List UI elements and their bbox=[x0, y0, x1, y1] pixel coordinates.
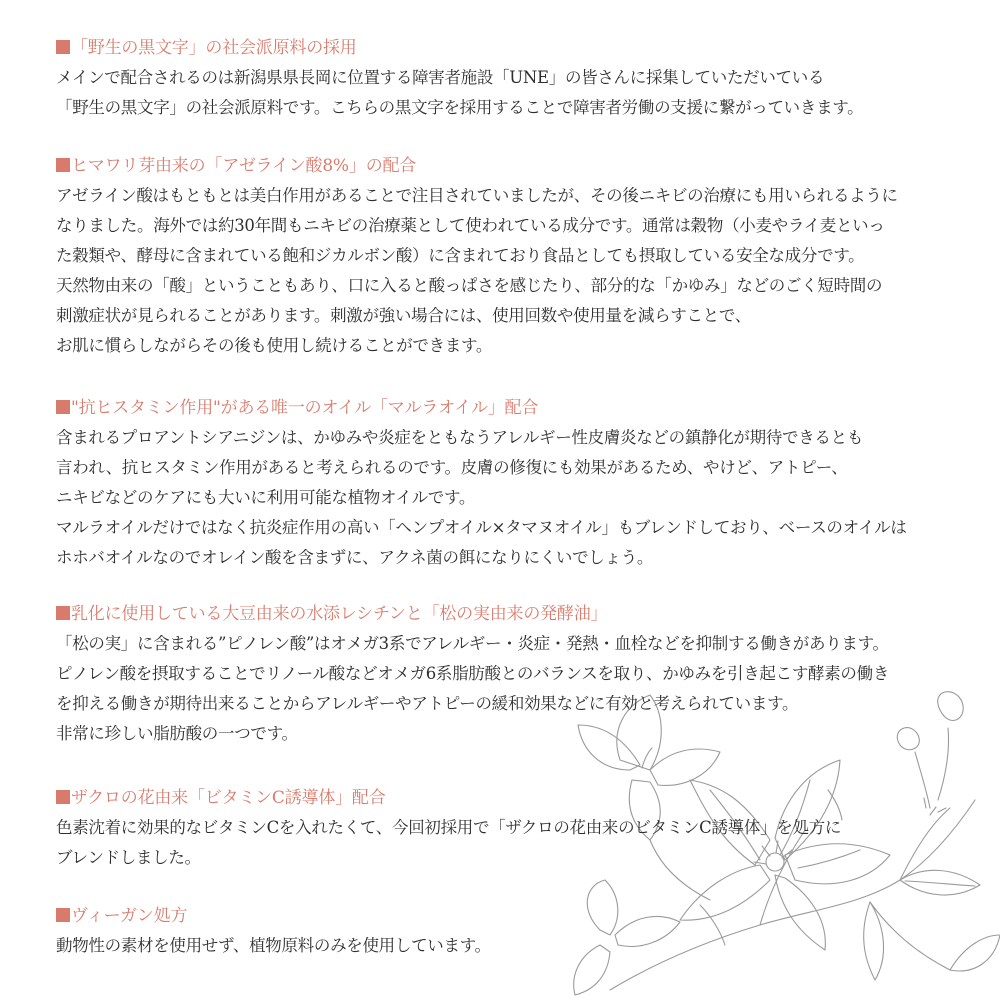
square-bullet-icon bbox=[56, 400, 70, 414]
body-line: 動物性の素材を使用せず、植物原料のみを使用しています。 bbox=[56, 936, 491, 955]
section-heading bbox=[56, 788, 956, 808]
body-line: 天然物由来の「酸」ということもあり、口に入ると酸っぱさを感じたり、部分的な「かゆみ」などのごく短時間の bbox=[56, 276, 883, 295]
heading-text: "抗ヒスタミン作用"がある唯一のオイル「マルラオイル」配合 bbox=[71, 398, 539, 418]
square-bullet-icon bbox=[56, 158, 70, 172]
body-line: お肌に慣らしながらその後も使用し続けることができます。 bbox=[56, 336, 493, 355]
body-line: なりました。海外では約30年間もニキビの治療薬として使われている成分です。通常は穀物（小麦やライ麦といっ bbox=[56, 216, 885, 235]
section-heading bbox=[56, 156, 956, 176]
section-kuromoji bbox=[56, 38, 956, 123]
section-body bbox=[56, 181, 956, 361]
body-line: 色素沈着に効果的なビタミンCを入れたくて、今回初採用で「ザクロの花由来のビタミンC誘導体」を処方に bbox=[56, 818, 842, 837]
heading-text: 乳化に使用している大豆由来の水添レシチンと「松の実由来の発酵油」 bbox=[71, 604, 608, 624]
section-vegan bbox=[56, 906, 956, 961]
section-vitamin-c bbox=[56, 788, 956, 873]
heading-text: 「野生の黒文字」の社会派原料の採用 bbox=[71, 38, 357, 58]
heading-text: ヴィーガン処方 bbox=[71, 906, 188, 926]
body-line: 刺激症状が見られることがあります。刺激が強い場合には、使用回数や使用量を減らすことで、 bbox=[56, 306, 751, 325]
section-heading bbox=[56, 38, 956, 58]
section-body bbox=[56, 423, 956, 573]
body-line: ブレンドしました。 bbox=[56, 848, 201, 867]
body-line: ホホバオイルなのでオレイン酸を含まずに、アクネ菌の餌になりにくいでしょう。 bbox=[56, 548, 654, 567]
body-line: アゼライン酸はもともとは美白作用があることで注目されていましたが、その後ニキビの治療にも用いられるように bbox=[56, 186, 898, 205]
heading-text: ヒマワリ芽由来の「アゼライン酸8%」の配合 bbox=[71, 156, 417, 176]
body-line: ニキビなどのケアにも大いに利用可能な植物オイルです。 bbox=[56, 488, 476, 507]
body-line: を抑える働きが期待出来ることからアレルギーやアトピーの緩和効果などに有効と考えられています。 bbox=[56, 694, 799, 713]
body-line: メインで配合されるのは新潟県県長岡に位置する障害者施設「UNE」の皆さんに採集していただいている bbox=[56, 68, 825, 87]
section-heading bbox=[56, 906, 956, 926]
section-body bbox=[56, 629, 956, 749]
square-bullet-icon bbox=[56, 790, 70, 804]
square-bullet-icon bbox=[56, 908, 70, 922]
body-line: 「松の実」に含まれる”ピノレン酸”はオメガ3系でアレルギー・炎症・発熱・血栓などを抑制する働きがあります。 bbox=[56, 634, 889, 653]
square-bullet-icon bbox=[56, 606, 70, 620]
heading-text: ザクロの花由来「ビタミンC誘導体」配合 bbox=[71, 788, 386, 808]
body-line: 言われ、抗ヒスタミン作用があると考えられるのです。皮膚の修復にも効果があるため、やけど、アトピー、 bbox=[56, 458, 848, 477]
square-bullet-icon bbox=[56, 40, 70, 54]
section-azelaic-acid bbox=[56, 156, 956, 361]
body-line: た穀類や、酵母に含まれている飽和ジカルボン酸）に含まれており食品としても摂取している安全な成分です。 bbox=[56, 246, 865, 265]
section-body bbox=[56, 931, 956, 961]
section-heading bbox=[56, 604, 956, 624]
body-line: 非常に珍しい脂肪酸の一つです。 bbox=[56, 724, 298, 743]
section-body bbox=[56, 63, 956, 123]
section-marula-oil bbox=[56, 398, 956, 573]
body-line: ピノレン酸を摂取することでリノール酸などオメガ6系脂肪酸とのバランスを取り、かゆみを引き起こす酵素の働き bbox=[56, 664, 890, 683]
section-heading bbox=[56, 398, 956, 418]
body-line: 「野生の黒文字」の社会派原料です。こちらの黒文字を採用することで障害者労働の支援に繋がっていきます。 bbox=[56, 98, 864, 117]
section-lecithin-pine-nut-oil bbox=[56, 604, 956, 749]
section-body bbox=[56, 813, 956, 873]
body-line: 含まれるプロアントシアニジンは、かゆみや炎症をともなうアレルギー性皮膚炎などの鎮静化が期待できるとも bbox=[56, 428, 864, 447]
body-line: マルラオイルだけではなく抗炎症作用の高い「ヘンプオイル×タマヌオイル」もブレンドしており、ベースのオイルは bbox=[56, 518, 907, 537]
